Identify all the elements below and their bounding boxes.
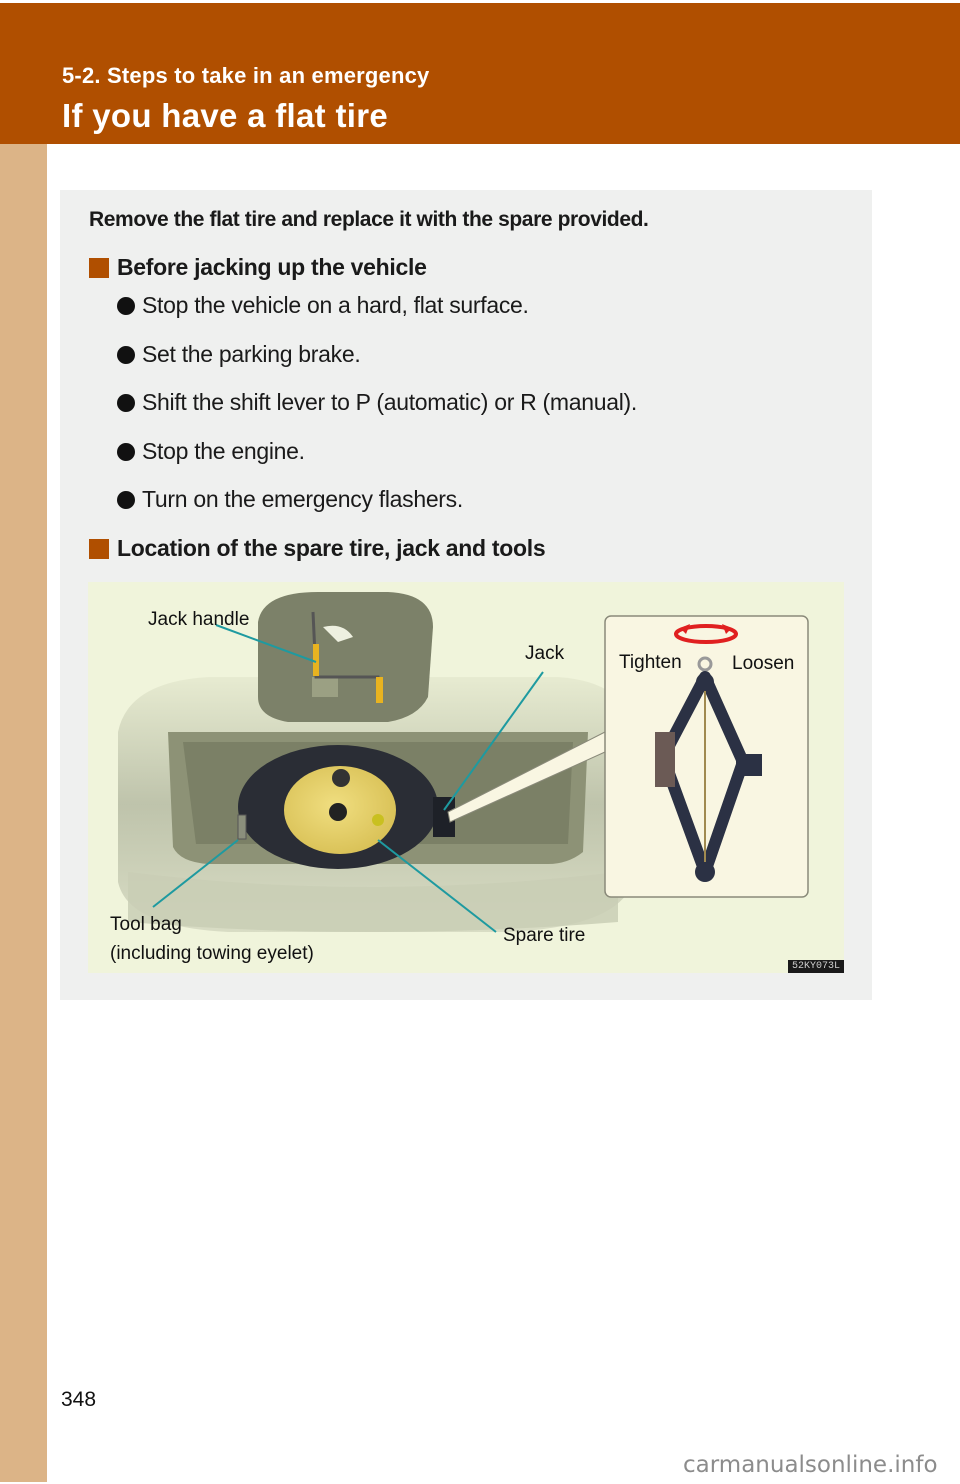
heading-location — [89, 535, 545, 562]
bullet-text: Stop the vehicle on a hard, flat surface. — [142, 292, 529, 318]
watermark: carmanualsonline.info — [683, 1452, 938, 1478]
bullet-item — [117, 486, 463, 513]
round-bullet-icon — [117, 297, 135, 315]
heading-text: Location of the spare tire, jack and tools — [117, 535, 546, 561]
bullet-item — [117, 438, 305, 465]
label-jack-handle: Jack handle — [148, 609, 250, 630]
figure-code: 52KY073L — [788, 960, 844, 973]
square-bullet-icon — [89, 258, 109, 278]
label-tool-bag-note: (including towing eyelet) — [110, 943, 314, 964]
left-margin-strip — [0, 144, 47, 1482]
label-jack: Jack — [525, 643, 565, 664]
bullet-item — [117, 292, 529, 319]
round-bullet-icon — [117, 491, 135, 509]
page-title: If you have a flat tire — [62, 97, 388, 134]
bullet-text: Stop the engine. — [142, 438, 305, 464]
label-tighten: Tighten — [619, 652, 682, 673]
label-loosen: Loosen — [732, 653, 795, 674]
content-box — [60, 190, 872, 1000]
header-band — [0, 3, 960, 144]
label-tool-bag: Tool bag — [110, 914, 182, 935]
round-bullet-icon — [117, 346, 135, 364]
section-label: 5-2. Steps to take in an emergency — [62, 63, 430, 88]
heading-before-jacking — [89, 254, 427, 281]
trunk-illustration — [88, 582, 844, 973]
bullet-text: Set the parking brake. — [142, 341, 361, 367]
bullet-text: Turn on the emergency flashers. — [142, 486, 463, 512]
heading-text: Before jacking up the vehicle — [117, 254, 427, 280]
page-number: 348 — [61, 1388, 97, 1411]
round-bullet-icon — [117, 394, 135, 412]
bullet-item — [117, 389, 637, 416]
round-bullet-icon — [117, 443, 135, 461]
square-bullet-icon — [89, 539, 109, 559]
trunk-drawing — [88, 582, 844, 973]
bullet-item — [117, 341, 360, 368]
label-spare-tire: Spare tire — [503, 925, 586, 946]
bullet-text: Shift the shift lever to P (automatic) or R (manual). — [142, 389, 637, 415]
intro-text: Remove the flat tire and replace it with the spare provided. — [89, 208, 649, 231]
